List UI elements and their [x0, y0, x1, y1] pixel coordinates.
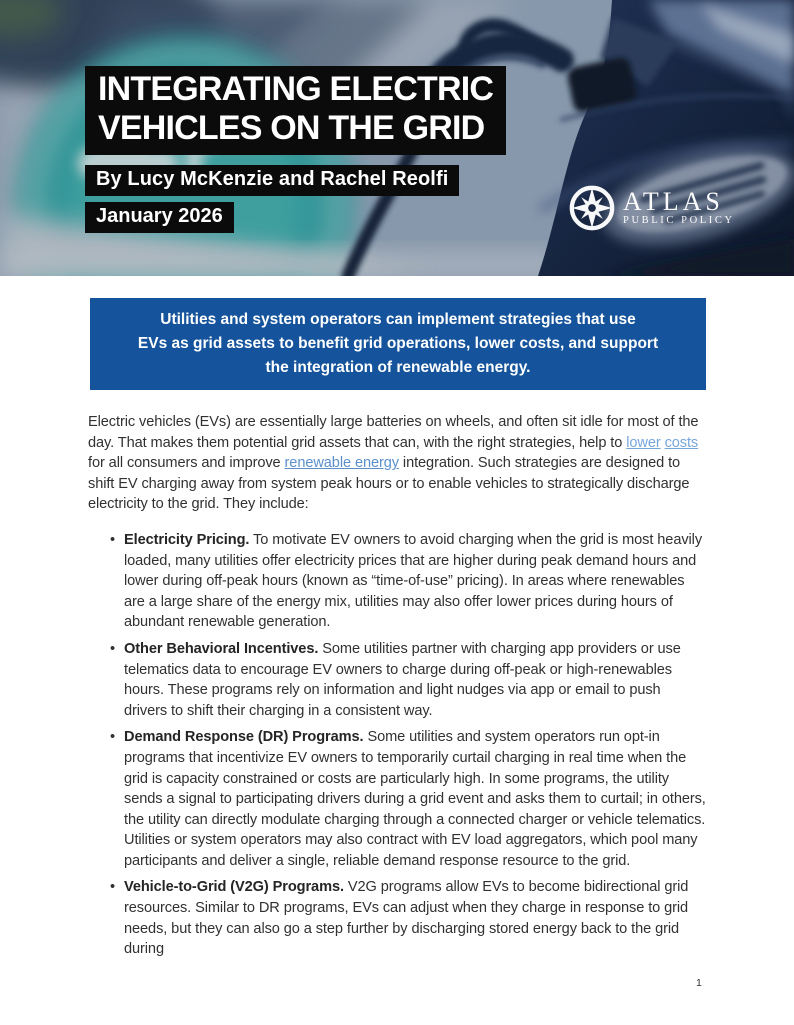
- callout-line: EVs as grid assets to benefit grid operations, lower costs, and support: [137, 335, 659, 352]
- hero-banner: [0, 0, 794, 276]
- list-item-lead: Other Behavioral Incentives.: [124, 640, 319, 657]
- body-content: [88, 412, 706, 960]
- intro-text: for all consumers and improve: [88, 455, 285, 472]
- list-item-lead: Electricity Pricing.: [124, 531, 250, 548]
- atlas-logo-tagline: PUBLIC POLICY: [623, 215, 735, 226]
- link-renewable-energy[interactable]: renewable energy: [284, 455, 399, 472]
- list-item-lead: Demand Response (DR) Programs.: [124, 729, 364, 746]
- list-item-lead: Vehicle-to-Grid (V2G) Programs.: [124, 879, 344, 896]
- atlas-logo-text: [623, 187, 735, 226]
- atlas-logo: [568, 184, 735, 232]
- list-item-text: V2G programs allow EVs to become bidirectional grid resources. Similar to DR programs, EVs can adjust when they charge in response to grid needs, but they can also go a step further by discharging stored energy back to the grid during: [124, 879, 689, 958]
- intro-text: integration. Such strategies are designed to shift EV charging away from system peak hours or to enable vehicles to strategically discharge electricity to the grid. They include:: [88, 455, 690, 513]
- atlas-logo-name: ATLAS: [623, 187, 724, 216]
- report-title-line1: INTEGRATING ELECTRIC: [98, 70, 494, 108]
- list-item-vehicle-to-grid: [124, 877, 706, 959]
- intro-paragraph: [88, 412, 706, 515]
- report-title-line2: VEHICLES ON THE GRID: [98, 109, 485, 147]
- callout-line: the integration of renewable energy.: [265, 359, 531, 376]
- link-costs[interactable]: costs: [664, 434, 699, 451]
- page-number: 1: [696, 977, 702, 989]
- list-item-text: To motivate EV owners to avoid charging when the grid is most heavily loaded, many utilities offer electricity prices that are higher during peak demand hours and lower during off-peak hours (known as “time-of-use” pricing). In areas where renewables are a large share of the energy mix, utilities may also offer lower prices during hours of abundant renewable generation.: [124, 531, 703, 631]
- list-item-electricity-pricing: [124, 530, 706, 633]
- callout-banner: [90, 298, 706, 390]
- report-byline: By Lucy McKenzie and Rachel Reolfi: [85, 165, 459, 196]
- list-item-demand-response: [124, 727, 706, 871]
- report-date: January 2026: [85, 202, 234, 233]
- list-item-behavioral-incentives: [124, 639, 706, 721]
- compass-rose-icon: [568, 184, 616, 232]
- strategies-list: [88, 530, 706, 960]
- intro-text: Electric vehicles (EVs) are essentially large batteries on wheels, and often sit idle for most of the day. That makes them potential grid assets that can, with the right strategies, help to: [88, 414, 699, 451]
- callout-line: Utilities and system operators can implement strategies that use: [160, 311, 636, 328]
- list-item-text: Some utilities partner with charging app providers or use telematics data to encourage EV owners to charge during off-peak or high-renewables hours. These programs rely on information and light nudges via app or email to push drivers to shift their charging in a consistent way.: [124, 640, 681, 719]
- link-lower[interactable]: lower: [626, 434, 661, 451]
- report-title: [85, 66, 506, 155]
- list-item-text: Some utilities and system operators run opt-in programs that incentivize EV owners to temporarily curtail charging in real time when the grid is capacity constrained or costs are particularly high. In some programs, the utility sends a signal to participating drivers during a grid event and asks them to curtail; in others, the utility can directly modulate charging through a connected charger or vehicle telematics. Utilities or system operators may also contract with EV load aggregators, which pool many participants and deliver a single, reliable demand response resource to the grid.: [124, 729, 706, 869]
